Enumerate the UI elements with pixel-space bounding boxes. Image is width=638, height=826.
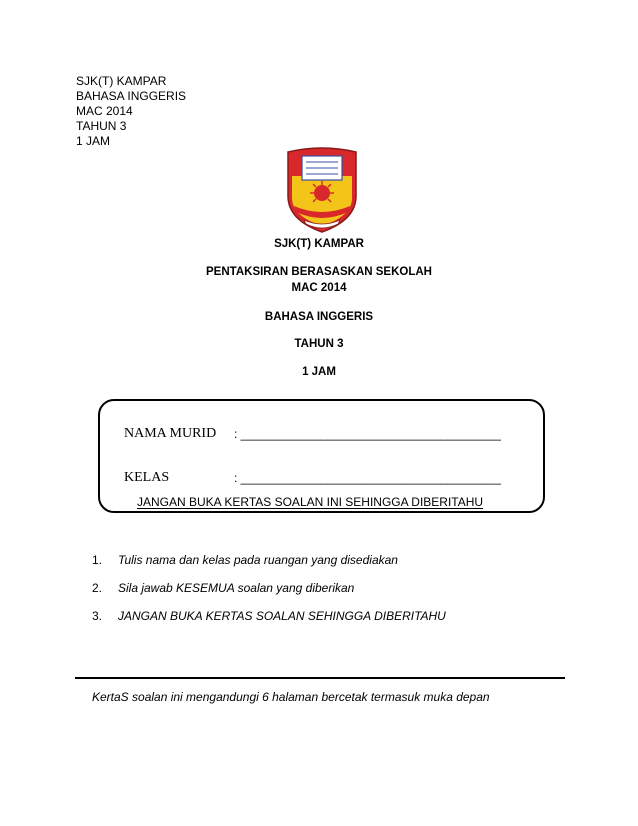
page-count-note: KertaS soalan ini mengandungi 6 halaman bercetak termasuk muka depan [92,690,490,704]
title-date: MAC 2014 [291,282,347,294]
instruction-text: JANGAN BUKA KERTAS SOALAN SEHINGGA DIBERITAHU [118,609,446,623]
instruction-number: 1. [92,553,103,567]
title-duration: 1 JAM [302,366,336,378]
footer-divider [75,677,565,679]
do-not-open-notice: JANGAN BUKA KERTAS SOALAN INI SEHINGGA DIBERITAHU [137,495,484,509]
title-school: SJK(T) KAMPAR [274,238,364,250]
header-date: MAC 2014 [76,104,133,118]
header-duration: 1 JAM [76,134,111,148]
header-school: SJK(T) KAMPAR [76,74,167,88]
instruction-number: 3. [92,609,103,623]
school-crest-icon [282,146,362,234]
instruction-item [92,581,354,595]
class-label: KELAS [124,470,170,485]
instruction-text: Sila jawab KESEMUA soalan yang diberikan [118,581,355,595]
instruction-number: 2. [92,581,103,595]
instruction-text: Tulis nama dan kelas pada ruangan yang disediakan [118,553,398,567]
name-label: NAMA MURID [124,426,217,441]
instruction-item [92,609,446,623]
header-block [76,74,186,149]
title-assessment: PENTAKSIRAN BERASASKAN SEKOLAH [206,266,432,278]
instruction-item [92,553,398,567]
class-field[interactable]: : _______________________________________ [234,471,501,485]
name-field[interactable]: : _______________________________________ [234,427,501,441]
header-subject: BAHASA INGGERIS [76,89,187,103]
title-subject: BAHASA INGGERIS [264,311,374,323]
title-year: TAHUN 3 [294,338,344,350]
header-year: TAHUN 3 [76,119,127,133]
